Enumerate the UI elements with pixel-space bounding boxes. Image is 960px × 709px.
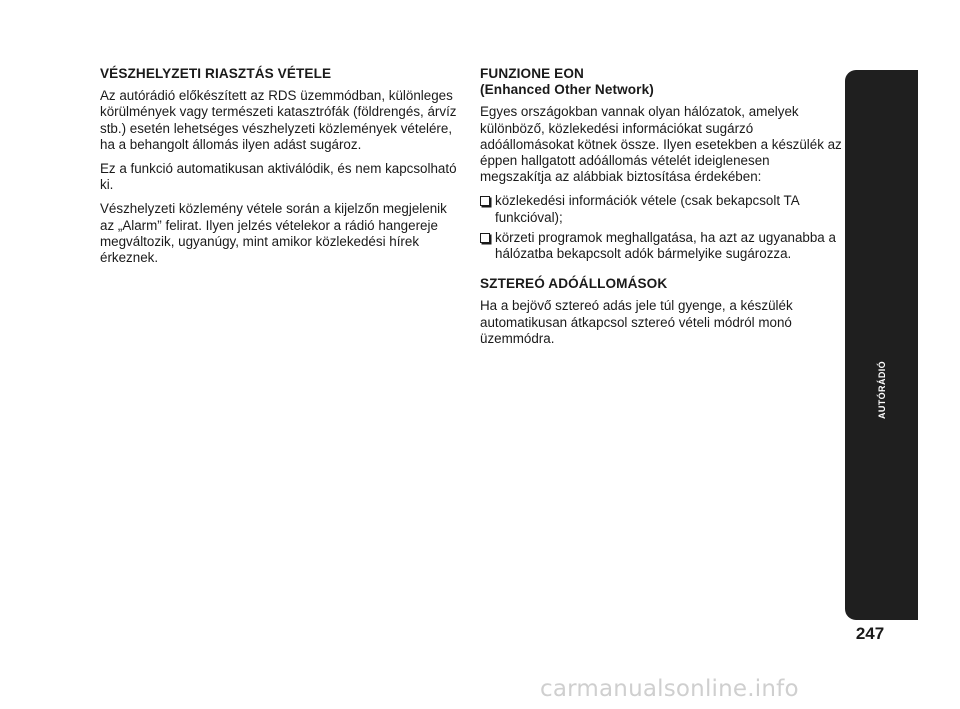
list-item-text: közlekedési információk vétele (csak bekapcsolt TA funkcióval);: [495, 193, 799, 225]
checkbox-bullet-icon: [480, 196, 490, 206]
checkbox-bullet-icon: [480, 233, 490, 243]
eon-bullet-list: [480, 193, 842, 262]
eon-heading-title: FUNZIONE EON: [480, 66, 584, 81]
chapter-tab-label: AUTÓRÁDIÓ: [876, 360, 887, 420]
watermark: carmanualsonline.info: [540, 676, 799, 702]
list-item-text: körzeti programok meghallgatása, ha azt az ugyanabba a hálózatba bekapcsolt adók bármelyike sugározza.: [495, 229, 836, 262]
page-number: 247: [855, 624, 885, 643]
paragraph-alarm-display: Vészhelyzeti közlemény vétele során a kijelzőn megjelenik az „Alarm” felirat. Ilyen jelzés vételekor a rádió hangereje megváltozik, ugyanúgy, mint amikor közlekedési hírek érkeznek.: [100, 201, 447, 266]
paragraph-auto-activation: Ez a funkció automatikusan aktiválódik, és nem kapcsolható ki.: [100, 161, 457, 193]
eon-heading-subtitle: (Enhanced Other Network): [480, 82, 654, 98]
section-heading-stereo: SZTEREÓ ADÓÁLLOMÁSOK: [480, 276, 668, 292]
list-item: [480, 230, 842, 262]
paragraph-eon-intro: Egyes országokban vannak olyan hálózatok, amelyek különböző, közlekedési információkat sugárzó adóállomásokat kötnek össze. Ilyen esetekben a készülék az éppen hallgatott adóállomás vételét ideiglenesen megszakítja az alábbiak biztosítása érdekében:: [480, 104, 842, 185]
list-item: [480, 193, 842, 225]
paragraph-stereo: Ha a bejövő sztereó adás jele túl gyenge, a készülék automatikusan átkapcsol sztereó vételi módról monó üzemmódra.: [480, 298, 793, 346]
paragraph-rds-emergency: Az autórádió előkészített az RDS üzemmódban, különleges körülmények vagy természeti katasztrófák (földrengés, árvíz stb.) esetén lehetséges vészhelyzeti közlemények vételére, ha a behangolt állomás ilyen adást sugároz.: [100, 88, 457, 152]
chapter-side-tab: [845, 70, 918, 620]
right-column: [480, 66, 842, 355]
section-heading-eon: [480, 66, 842, 98]
left-column: [100, 66, 462, 274]
section-heading-emergency-alarm: VÉSZHELYZETI RIASZTÁS VÉTELE: [100, 66, 332, 81]
